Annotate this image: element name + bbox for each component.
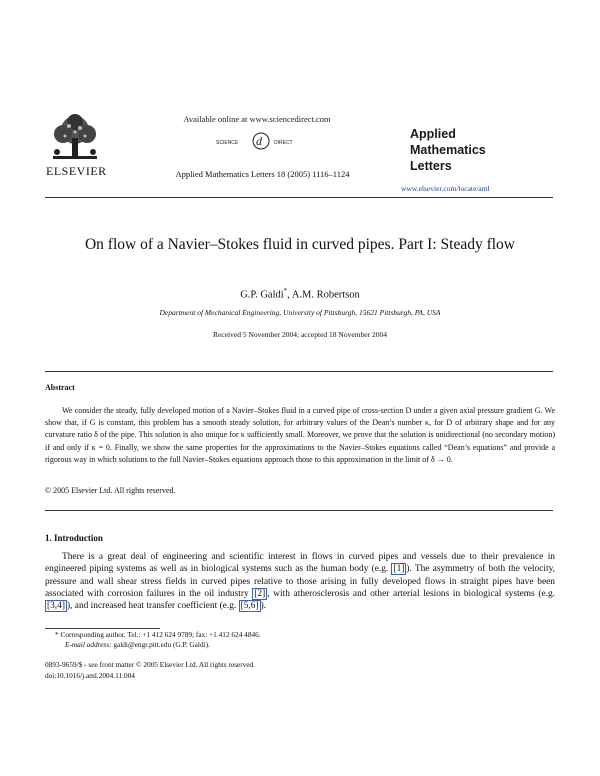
journal-title <box>410 126 486 174</box>
footnote-corresponding-author: * Corresponding author. Tel.: +1 412 624 9789; fax: +1 412 624 4846. <box>55 630 261 639</box>
issn-line: 0893-9659/$ - see front matter © 2005 Elsevier Ltd. All rights reserved. <box>45 660 256 669</box>
intro-text-4: ), and increased heat transfer coefficient (e.g. <box>66 601 239 612</box>
journal-title-line-2: Mathematics <box>410 143 486 157</box>
received-dates: Received 5 November 2004; accepted 18 November 2004 <box>213 330 387 339</box>
sd-right-label: DIRECT <box>274 140 293 146</box>
footnote-email <box>55 640 535 650</box>
intro-text-1: There is a great deal of engineering and scientific interest in flows in curved pipes and vessels due to their prevalence in engineered piping systems as well as in biological systems such as the human body (e.g. <box>45 552 555 575</box>
email-value: galdi@engr.pitt.edu (G.P. Galdi). <box>111 640 210 649</box>
article-title: On flow of a Navier–Stokes fluid in curved pipes. Part I: Steady flow <box>84 236 516 253</box>
abstract-top-divider <box>45 371 553 372</box>
journal-url-link[interactable]: www.elsevier.com/locate/aml <box>401 184 490 193</box>
intro-text-2: ). The asymmetry of both the velocity, pressure and wall shear stress fields in curved pipes relative to those arising in fully developed flows in straight pipes have been associated with corrosion failures in the oil industry <box>45 564 556 599</box>
abstract-heading: Abstract <box>45 383 75 392</box>
svg-text:d: d <box>256 134 262 148</box>
front-matter-info <box>45 659 255 681</box>
citation-link-3-4[interactable]: [3,4] <box>47 601 65 612</box>
author-1: G.P. Galdi <box>240 289 284 301</box>
author-2: A.M. Robertson <box>291 289 360 301</box>
footnote <box>55 630 535 650</box>
journal-title-line-1: Applied <box>410 127 456 141</box>
introduction-paragraph <box>45 551 555 612</box>
corresponding-mark-link[interactable]: * <box>283 287 288 295</box>
footnote-divider <box>45 628 160 629</box>
journal-citation: Applied Mathematics Letters 18 (2005) 1116–1124 <box>175 169 350 179</box>
intro-text-5: ). <box>260 601 267 612</box>
citation-link-5-6[interactable]: [5,6] <box>240 601 259 612</box>
doi-line: doi:10.1016/j.aml.2004.11.004 <box>45 671 135 680</box>
citation-link-1[interactable]: [1] <box>393 564 405 575</box>
sciencedirect-logo <box>188 131 338 151</box>
abstract-bottom-divider <box>45 510 553 511</box>
author-line <box>60 287 540 301</box>
abstract-text: We consider the steady, fully developed motion of a Navier–Stokes fluid in a curved pipe of cross-section D under a given axial pressure gradient G. We show that, if G is constant, this problem has a smooth steady solution, for arbitrary values of the Dean’s number κ, for D of arbitrary shape and for any curvature ratio δ of the pipe. This solution is also unique for κ sufficiently small. Moreover, we prove that the solution is unidirectional (no secondary motion) if and only if κ = 0. Finally, we show the same properties for the approximations to the Navier–Stokes equations called “Dean’s equations” and provide a rigorous way in which solutions to the full Navier–Stokes equations approach those to this approximation in the limit of δ → 0. <box>45 406 555 464</box>
publisher-name: ELSEVIER <box>46 164 107 178</box>
sd-left-label: SCIENCE <box>216 140 239 146</box>
abstract-copyright: © 2005 Elsevier Ltd. All rights reserved. <box>45 486 176 495</box>
author-separator: , <box>287 289 292 301</box>
citation-link-2[interactable]: [2] <box>254 588 266 599</box>
affiliation: Department of Mechanical Engineering, University of Pittsburgh, 15621 Pittsburgh, PA, USA <box>159 308 441 317</box>
header-divider <box>45 197 553 198</box>
available-online-text: Available online at www.sciencedirect.com <box>183 114 331 124</box>
section-heading-introduction: 1. Introduction <box>45 533 103 543</box>
intro-text-3: , with atherosclerosis and other arterial lesions in biological systems (e.g. <box>267 588 555 599</box>
journal-title-line-3: Letters <box>410 159 452 173</box>
email-label: E-mail address: <box>65 640 112 649</box>
